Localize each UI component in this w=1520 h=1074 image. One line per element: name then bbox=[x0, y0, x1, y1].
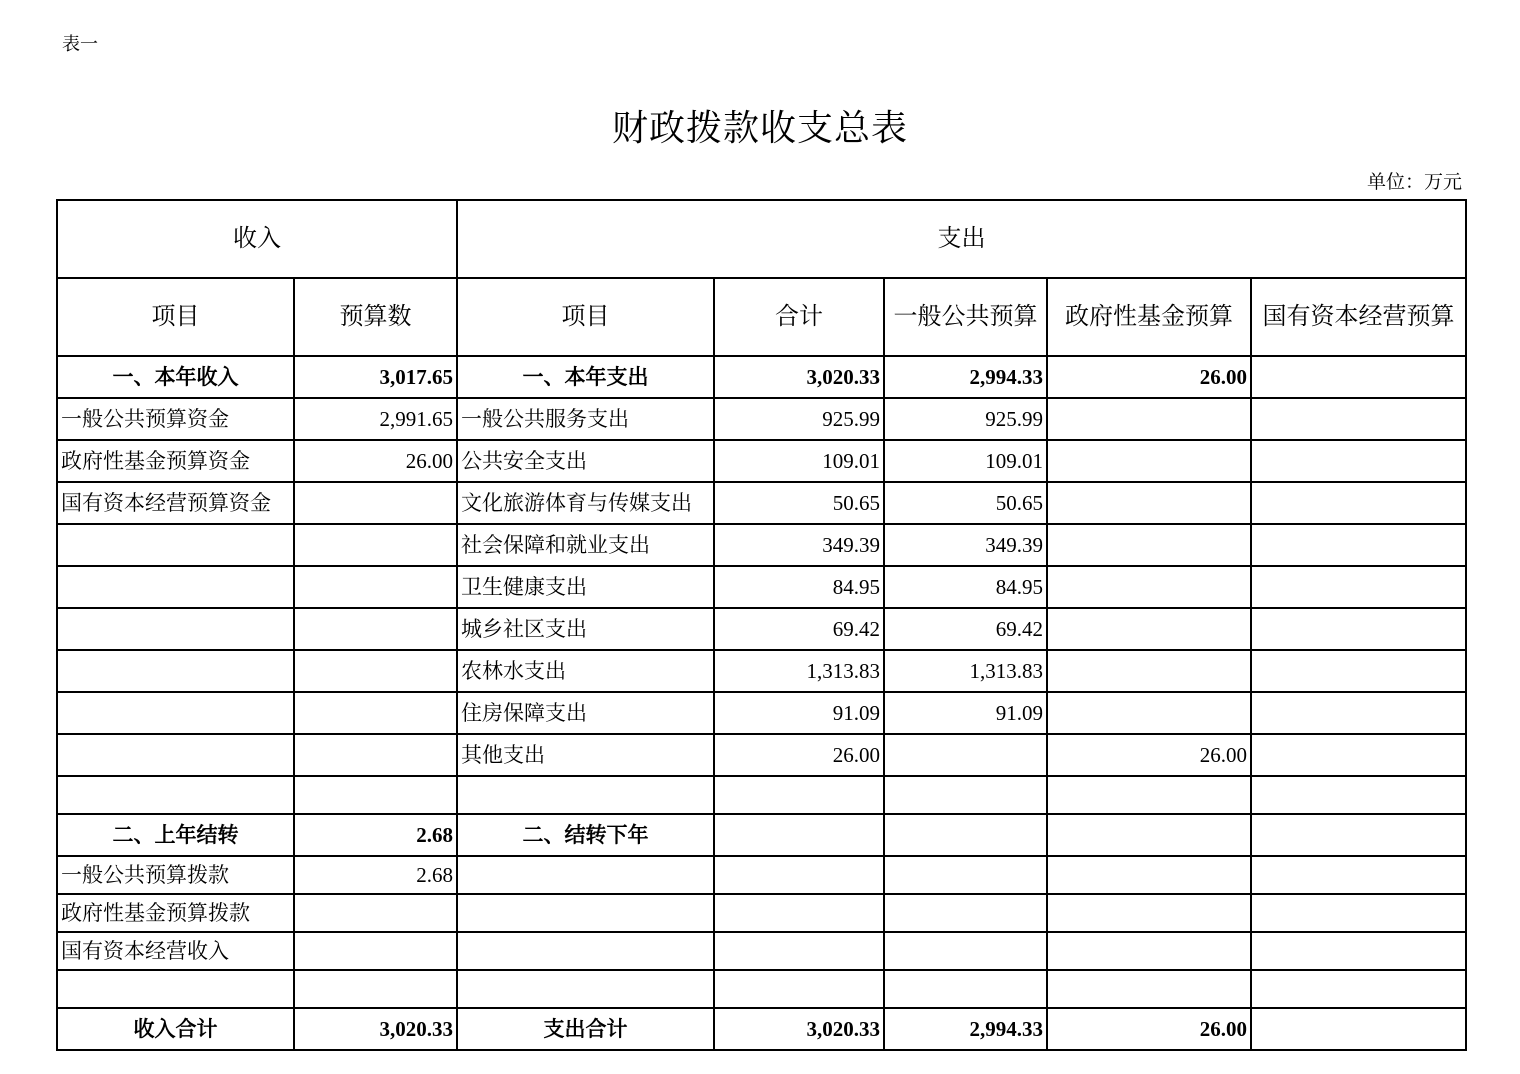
expense-item-cell: 支出合计 bbox=[457, 1008, 714, 1050]
expense-item-cell: 卫生健康支出 bbox=[457, 566, 714, 608]
income-item-cell: 政府性基金预算拨款 bbox=[57, 894, 294, 932]
table-row bbox=[57, 776, 1466, 814]
income-value-cell bbox=[294, 608, 457, 650]
income-item-header: 项目 bbox=[57, 278, 294, 356]
total-cell bbox=[714, 970, 884, 1008]
table-row bbox=[57, 970, 1466, 1008]
general-budget-cell: 2,994.33 bbox=[884, 1008, 1047, 1050]
table-body bbox=[57, 356, 1466, 1050]
expense-item-cell bbox=[457, 970, 714, 1008]
income-value-cell: 26.00 bbox=[294, 440, 457, 482]
budget-summary-table bbox=[56, 199, 1467, 1051]
income-item-cell: 收入合计 bbox=[57, 1008, 294, 1050]
state-capital-cell bbox=[1251, 566, 1466, 608]
income-value-cell: 3,020.33 bbox=[294, 1008, 457, 1050]
general-budget-cell bbox=[884, 970, 1047, 1008]
general-budget-cell bbox=[884, 856, 1047, 894]
state-capital-cell bbox=[1251, 970, 1466, 1008]
gov-fund-cell bbox=[1047, 814, 1251, 856]
state-capital-cell bbox=[1251, 856, 1466, 894]
document-title: 财政拨款收支总表 bbox=[611, 108, 908, 148]
income-item-cell bbox=[57, 524, 294, 566]
table-row bbox=[57, 814, 1466, 856]
income-item-cell bbox=[57, 734, 294, 776]
gov-fund-cell bbox=[1047, 398, 1251, 440]
income-item-cell bbox=[57, 566, 294, 608]
table-row bbox=[57, 608, 1466, 650]
income-item-cell bbox=[57, 608, 294, 650]
general-budget-cell: 50.65 bbox=[884, 482, 1047, 524]
state-capital-cell bbox=[1251, 608, 1466, 650]
expense-item-cell: 城乡社区支出 bbox=[457, 608, 714, 650]
general-budget-cell bbox=[884, 814, 1047, 856]
expense-item-cell bbox=[457, 856, 714, 894]
gov-fund-cell bbox=[1047, 650, 1251, 692]
state-capital-cell bbox=[1251, 356, 1466, 398]
total-cell bbox=[714, 856, 884, 894]
income-value-cell bbox=[294, 932, 457, 970]
table-row bbox=[57, 932, 1466, 970]
state-capital-cell bbox=[1251, 734, 1466, 776]
gov-fund-cell bbox=[1047, 692, 1251, 734]
gov-fund-cell bbox=[1047, 482, 1251, 524]
income-item-cell: 一般公共预算资金 bbox=[57, 398, 294, 440]
general-budget-cell: 109.01 bbox=[884, 440, 1047, 482]
total-cell: 26.00 bbox=[714, 734, 884, 776]
group-header-row bbox=[57, 200, 1466, 278]
total-cell: 1,313.83 bbox=[714, 650, 884, 692]
gov-fund-cell: 26.00 bbox=[1047, 734, 1251, 776]
total-cell: 3,020.33 bbox=[714, 1008, 884, 1050]
income-value-cell bbox=[294, 482, 457, 524]
table-row bbox=[57, 440, 1466, 482]
state-capital-cell bbox=[1251, 776, 1466, 814]
income-value-cell bbox=[294, 692, 457, 734]
expense-item-header: 项目 bbox=[457, 278, 714, 356]
gov-fund-cell bbox=[1047, 566, 1251, 608]
expense-item-cell bbox=[457, 932, 714, 970]
gov-fund-header: 政府性基金预算 bbox=[1047, 278, 1251, 356]
expense-item-cell: 文化旅游体育与传媒支出 bbox=[457, 482, 714, 524]
table-row bbox=[57, 650, 1466, 692]
table-row bbox=[57, 566, 1466, 608]
total-cell: 109.01 bbox=[714, 440, 884, 482]
general-budget-cell bbox=[884, 776, 1047, 814]
total-cell bbox=[714, 932, 884, 970]
expense-item-cell bbox=[457, 894, 714, 932]
income-item-cell: 国有资本经营预算资金 bbox=[57, 482, 294, 524]
table-row bbox=[57, 692, 1466, 734]
income-item-cell: 一般公共预算拨款 bbox=[57, 856, 294, 894]
table-number: 表一 bbox=[62, 34, 98, 54]
state-capital-cell bbox=[1251, 398, 1466, 440]
general-budget-cell: 2,994.33 bbox=[884, 356, 1047, 398]
general-budget-cell: 349.39 bbox=[884, 524, 1047, 566]
table-row bbox=[57, 856, 1466, 894]
state-capital-cell bbox=[1251, 524, 1466, 566]
expense-group-header: 支出 bbox=[457, 200, 1466, 278]
column-header-row bbox=[57, 278, 1466, 356]
income-item-cell bbox=[57, 692, 294, 734]
unit-label: 单位：万元 bbox=[1366, 172, 1462, 193]
total-header: 合计 bbox=[714, 278, 884, 356]
table-row bbox=[57, 398, 1466, 440]
table-row bbox=[57, 482, 1466, 524]
expense-item-cell: 其他支出 bbox=[457, 734, 714, 776]
total-cell: 925.99 bbox=[714, 398, 884, 440]
income-item-cell: 政府性基金预算资金 bbox=[57, 440, 294, 482]
general-budget-cell: 91.09 bbox=[884, 692, 1047, 734]
income-item-cell: 二、上年结转 bbox=[57, 814, 294, 856]
state-capital-cell bbox=[1251, 1008, 1466, 1050]
gov-fund-cell bbox=[1047, 856, 1251, 894]
general-budget-cell: 1,313.83 bbox=[884, 650, 1047, 692]
expense-item-cell: 住房保障支出 bbox=[457, 692, 714, 734]
income-value-cell bbox=[294, 734, 457, 776]
income-value-cell bbox=[294, 970, 457, 1008]
general-budget-header: 一般公共预算 bbox=[884, 278, 1047, 356]
table-row bbox=[57, 524, 1466, 566]
expense-item-cell: 一、本年支出 bbox=[457, 356, 714, 398]
gov-fund-cell bbox=[1047, 776, 1251, 814]
total-cell: 50.65 bbox=[714, 482, 884, 524]
expense-item-cell: 公共安全支出 bbox=[457, 440, 714, 482]
state-capital-cell bbox=[1251, 814, 1466, 856]
gov-fund-cell bbox=[1047, 970, 1251, 1008]
total-cell: 349.39 bbox=[714, 524, 884, 566]
income-value-cell bbox=[294, 776, 457, 814]
income-value-cell bbox=[294, 650, 457, 692]
total-cell bbox=[714, 894, 884, 932]
state-capital-header: 国有资本经营预算 bbox=[1251, 278, 1466, 356]
general-budget-cell: 84.95 bbox=[884, 566, 1047, 608]
gov-fund-cell: 26.00 bbox=[1047, 356, 1251, 398]
state-capital-cell bbox=[1251, 894, 1466, 932]
table-row bbox=[57, 356, 1466, 398]
table-row bbox=[57, 734, 1466, 776]
income-item-cell bbox=[57, 970, 294, 1008]
expense-item-cell: 一般公共服务支出 bbox=[457, 398, 714, 440]
table-row bbox=[57, 894, 1466, 932]
table-row bbox=[57, 1008, 1466, 1050]
income-group-header: 收入 bbox=[57, 200, 457, 278]
total-cell bbox=[714, 776, 884, 814]
income-value-cell bbox=[294, 566, 457, 608]
general-budget-cell: 69.42 bbox=[884, 608, 1047, 650]
total-cell: 84.95 bbox=[714, 566, 884, 608]
expense-item-cell: 农林水支出 bbox=[457, 650, 714, 692]
income-value-cell bbox=[294, 894, 457, 932]
gov-fund-cell: 26.00 bbox=[1047, 1008, 1251, 1050]
gov-fund-cell bbox=[1047, 440, 1251, 482]
income-value-cell: 3,017.65 bbox=[294, 356, 457, 398]
expense-item-cell bbox=[457, 776, 714, 814]
income-item-cell: 国有资本经营收入 bbox=[57, 932, 294, 970]
gov-fund-cell bbox=[1047, 524, 1251, 566]
income-value-cell: 2,991.65 bbox=[294, 398, 457, 440]
income-value-cell bbox=[294, 524, 457, 566]
income-value-cell: 2.68 bbox=[294, 856, 457, 894]
income-item-cell bbox=[57, 776, 294, 814]
total-cell: 69.42 bbox=[714, 608, 884, 650]
general-budget-cell: 925.99 bbox=[884, 398, 1047, 440]
state-capital-cell bbox=[1251, 440, 1466, 482]
state-capital-cell bbox=[1251, 650, 1466, 692]
expense-item-cell: 二、结转下年 bbox=[457, 814, 714, 856]
total-cell: 3,020.33 bbox=[714, 356, 884, 398]
gov-fund-cell bbox=[1047, 608, 1251, 650]
income-item-cell bbox=[57, 650, 294, 692]
income-item-cell: 一、本年收入 bbox=[57, 356, 294, 398]
total-cell: 91.09 bbox=[714, 692, 884, 734]
state-capital-cell bbox=[1251, 482, 1466, 524]
gov-fund-cell bbox=[1047, 894, 1251, 932]
expense-item-cell: 社会保障和就业支出 bbox=[457, 524, 714, 566]
income-budget-header: 预算数 bbox=[294, 278, 457, 356]
general-budget-cell bbox=[884, 734, 1047, 776]
general-budget-cell bbox=[884, 894, 1047, 932]
state-capital-cell bbox=[1251, 692, 1466, 734]
general-budget-cell bbox=[884, 932, 1047, 970]
state-capital-cell bbox=[1251, 932, 1466, 970]
income-value-cell: 2.68 bbox=[294, 814, 457, 856]
gov-fund-cell bbox=[1047, 932, 1251, 970]
total-cell bbox=[714, 814, 884, 856]
